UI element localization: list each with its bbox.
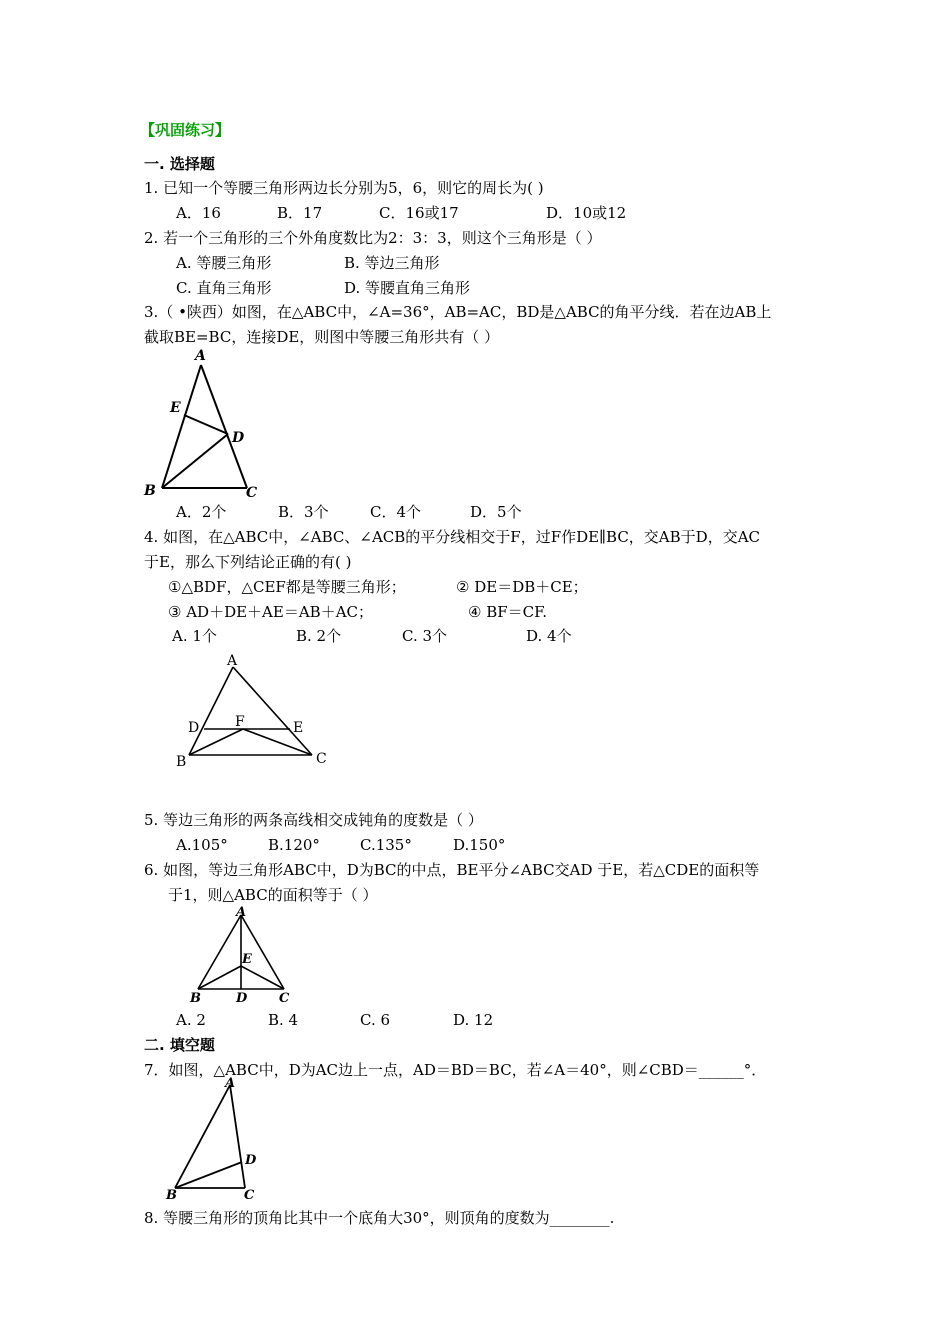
- q3-side-ab: [162, 365, 201, 488]
- q3-option-b: B．3个: [278, 503, 329, 521]
- q1-stem: 1. 已知一个等腰三角形两边长分别为5，6，则它的周长为( ): [144, 179, 544, 197]
- q6-label-e: E: [242, 952, 252, 967]
- q4-option-a: A. 1个: [172, 627, 217, 645]
- q2-option-c: C. 直角三角形: [176, 279, 272, 297]
- q1-option-a: A．16: [176, 204, 221, 222]
- q4-side-ab: [189, 667, 233, 755]
- q5-option-b: B.120°: [268, 836, 320, 854]
- q4-label-d: D: [188, 720, 200, 736]
- q4-label-b: B: [176, 754, 187, 770]
- q3-option-d: D．5个: [470, 503, 522, 521]
- q3-label-c: C: [246, 485, 258, 501]
- q3-label-e: E: [170, 400, 181, 416]
- q7-figure: [160, 1075, 270, 1205]
- q5-option-c: C.135°: [360, 836, 412, 854]
- q6-figure: [185, 905, 295, 1005]
- part1-title: 一. 选择题: [144, 155, 215, 173]
- q6-option-a: A. 2: [176, 1011, 206, 1029]
- q3-stem-line2: 截取BE=BC，连接DE，则图中等腰三角形共有（ ）: [144, 328, 500, 346]
- q7-label-b: B: [166, 1188, 177, 1203]
- q5-option-d: D.150°: [453, 836, 506, 854]
- section-header: 【巩固练习】: [140, 121, 231, 139]
- q4-stem-line1: 4. 如图，在△ABC中，∠ABC、∠ACB的平分线相交于F，过F作DE∥BC，交AB于D，交AC: [144, 528, 760, 546]
- q6-label-a: A: [236, 905, 247, 920]
- q4-conclusion-4: ④ BF＝CF.: [468, 603, 547, 621]
- q7-label-c: C: [244, 1188, 255, 1203]
- q6-option-b: B. 4: [268, 1011, 299, 1029]
- q6-label-c: C: [279, 991, 290, 1006]
- q4-option-d: D. 4个: [526, 627, 572, 645]
- q6-option-d: D. 12: [453, 1011, 494, 1029]
- q4-side-ac: [233, 667, 312, 755]
- q1-option-d: D．10或12: [546, 204, 627, 222]
- q3-side-ac: [201, 365, 247, 488]
- q4-figure: [170, 650, 340, 775]
- q7-stem: 7．如图，△ABC中，D为AC边上一点，AD＝BD＝BC，若∠A＝40°，则∠CBD＝______°．: [144, 1061, 767, 1079]
- q3-segment-bd: [162, 434, 228, 488]
- q5-option-a: A.105°: [176, 836, 228, 854]
- q4-conclusion-1: ①△BDF，△CEF都是等腰三角形；: [168, 578, 406, 596]
- q4-conclusion-3: ③ AD＋DE＋AE＝AB＋AC；: [168, 603, 373, 621]
- q6-stem-line2: 于1，则△ABC的面积等于（ ）: [168, 886, 378, 904]
- q6-label-b: B: [190, 991, 201, 1006]
- q3-stem-line1: 3.（ •陕西）如图，在△ABC中，∠A=36°，AB=AC，BD是△ABC的角平分线．若在边AB上: [144, 303, 772, 321]
- q2-option-b: B. 等边三角形: [344, 254, 440, 272]
- q6-option-c: C. 6: [360, 1011, 391, 1029]
- q7-label-a: A: [225, 1076, 236, 1091]
- q3-label-a: A: [195, 348, 206, 364]
- q3-option-c: C．4个: [370, 503, 422, 521]
- q7-label-d: D: [245, 1153, 257, 1168]
- q4-label-a: A: [227, 653, 238, 669]
- q6-stem-line1: 6. 如图，等边三角形ABC中，D为BC的中点，BE平分∠ABC交AD 于E，若△CDE的面积等: [144, 861, 760, 879]
- q3-label-d: D: [232, 430, 245, 446]
- q8-stem: 8. 等腰三角形的顶角比其中一个底角大30°，则顶角的度数为________.: [144, 1209, 615, 1227]
- q7-side-ac: [230, 1085, 245, 1188]
- q4-option-b: B. 2个: [296, 627, 342, 645]
- q3-option-a: A．2个: [176, 503, 227, 521]
- q2-stem: 2. 若一个三角形的三个外角度数比为2：3：3，则这个三角形是（ ）: [144, 229, 602, 247]
- q3-label-b: B: [144, 483, 156, 499]
- q1-option-c: C．16或17: [379, 204, 459, 222]
- q7-side-ab: [175, 1085, 230, 1188]
- q3-figure: [140, 345, 270, 500]
- q6-label-d: D: [236, 991, 248, 1006]
- q2-option-a: A. 等腰三角形: [176, 254, 272, 272]
- q4-option-c: C. 3个: [402, 627, 448, 645]
- part2-title: 二. 填空题: [144, 1036, 215, 1054]
- q4-label-c: C: [316, 751, 327, 767]
- q2-option-d: D. 等腰直角三角形: [344, 279, 471, 297]
- q1-option-b: B．17: [277, 204, 323, 222]
- q7-segment-bd: [175, 1162, 242, 1188]
- q4-label-f: F: [235, 714, 245, 730]
- q4-stem-line2: 于E，那么下列结论正确的有( ): [144, 553, 352, 571]
- q4-conclusion-2: ② DE＝DB＋CE；: [456, 578, 588, 596]
- q4-label-e: E: [293, 720, 304, 736]
- q5-stem: 5. 等边三角形的两条高线相交成钝角的度数是（ ）: [144, 811, 483, 829]
